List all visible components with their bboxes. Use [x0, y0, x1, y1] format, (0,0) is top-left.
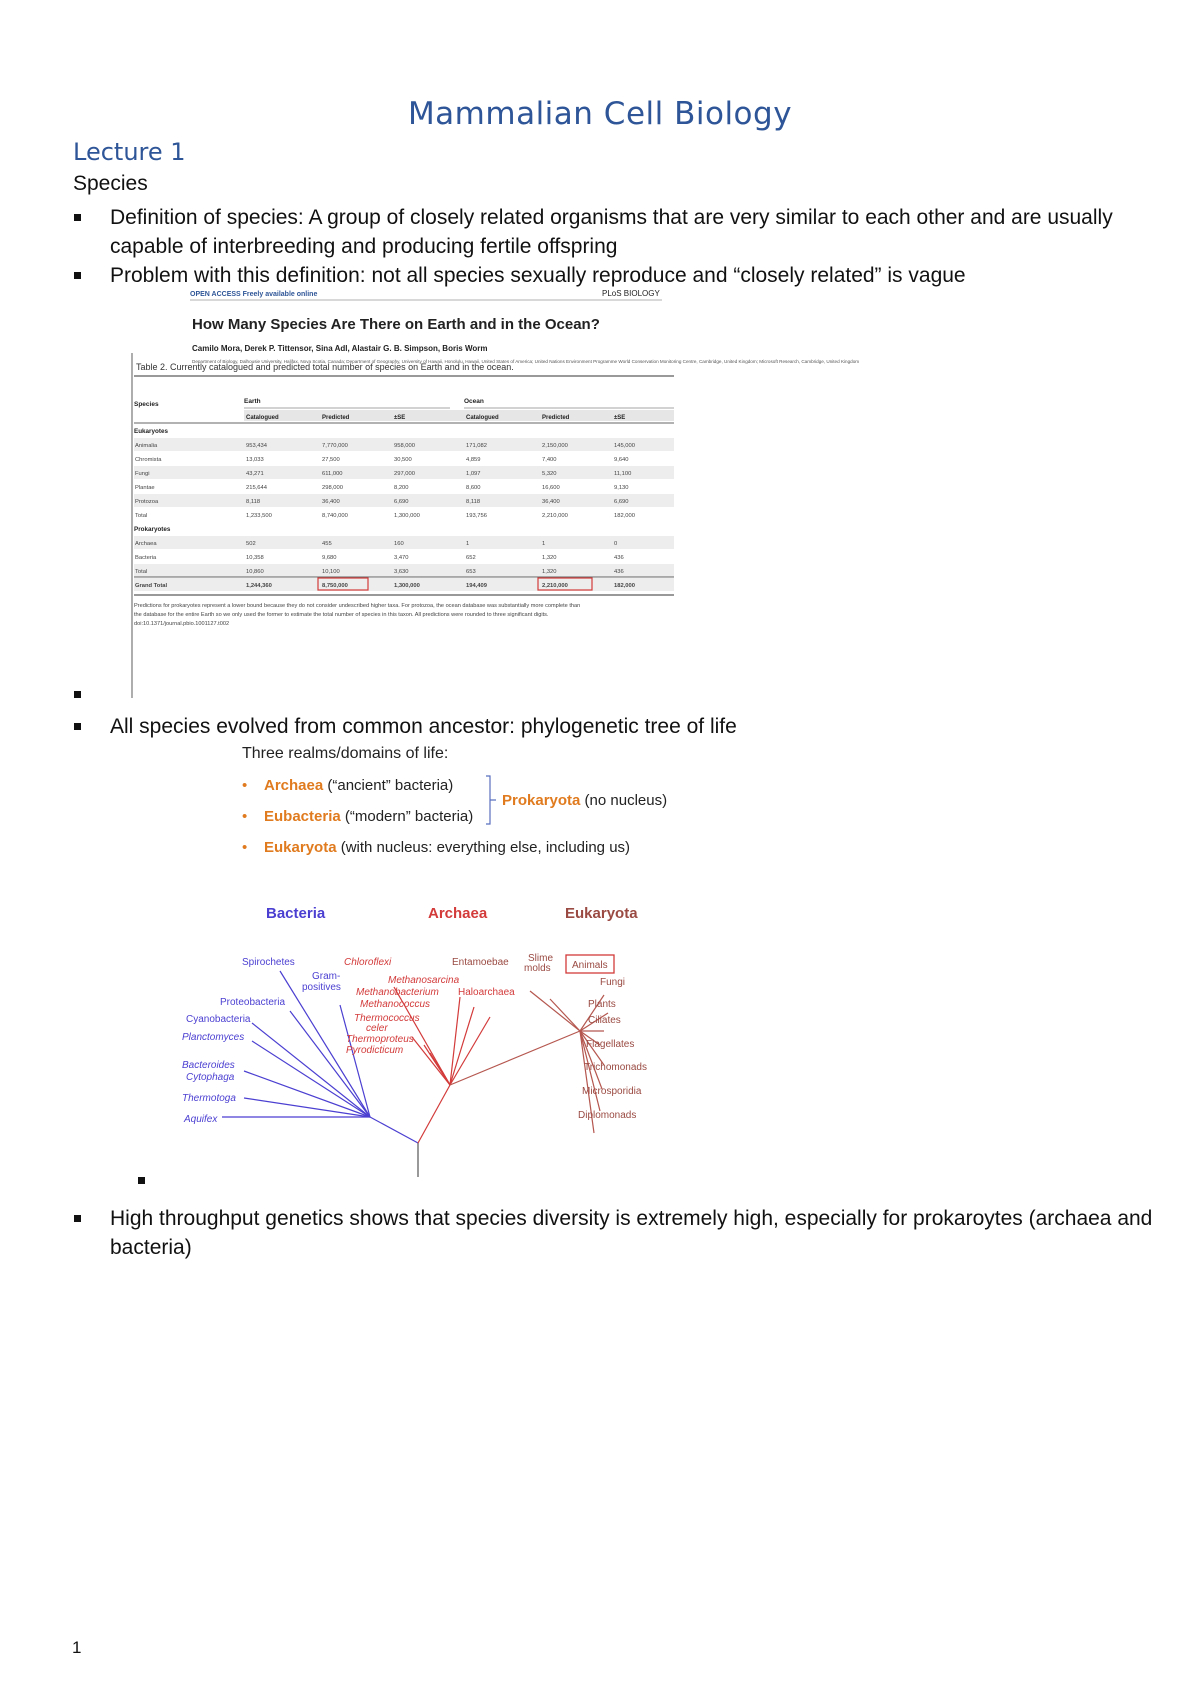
bullet-marker	[74, 1215, 81, 1222]
bullet-marker	[74, 691, 81, 698]
table-cell: 36,400	[542, 499, 560, 505]
table-doi: doi:10.1371/journal.pbio.1001127.t002	[134, 621, 230, 627]
table-cell: 194,409	[466, 583, 487, 589]
table-cell: 8,600	[466, 485, 481, 491]
svg-text:•: •	[242, 777, 248, 794]
domain-eubacteria: Eubacteria (“modern” bacteria)	[264, 808, 474, 825]
brace	[486, 776, 496, 824]
page-number: 1	[72, 1638, 82, 1657]
col-earth: Earth	[244, 398, 261, 405]
table-cell: 455	[322, 541, 332, 547]
label-microsporidia: Microsporidia	[582, 1086, 642, 1097]
label-entamoebae: Entamoebae	[452, 957, 509, 968]
table-cell: 1,320	[542, 569, 557, 575]
bullet-marker	[138, 1177, 145, 1184]
label-planctomyces: Planctomyces	[182, 1032, 245, 1043]
table-cell: 2,210,000	[542, 583, 568, 589]
label-haloarchaea: Haloarchaea	[458, 987, 515, 998]
sub-col-header: Predicted	[542, 415, 570, 421]
bullet-marker	[74, 214, 81, 221]
table-cell: 298,000	[322, 485, 343, 491]
label-positives: positives	[302, 982, 341, 993]
table-cell: 953,434	[246, 443, 267, 449]
table-cell: 182,000	[614, 583, 635, 589]
table-cell: 5,320	[542, 471, 557, 477]
label-animals: Animals	[572, 960, 608, 971]
table-cell: 4,859	[466, 457, 481, 463]
table-cell: 11,100	[614, 471, 632, 477]
table-cell: 1,097	[466, 471, 481, 477]
table-cell: 3,630	[394, 569, 409, 575]
table-cell: 436	[614, 555, 624, 561]
table-row-name: Plantae	[135, 485, 155, 491]
paper-journal: PLoS BIOLOGY	[602, 289, 660, 298]
sub-col-header: Catalogued	[466, 415, 499, 421]
table-cell: 1,244,360	[246, 583, 272, 589]
table-cell: 43,271	[246, 471, 264, 477]
table-cell: 8,740,000	[322, 513, 348, 519]
group-label: Prokaryotes	[134, 526, 171, 533]
paper-authors: Camilo Mora, Derek P. Tittensor, Sina Adl, Alastair G. B. Simpson, Boris Worm	[192, 344, 488, 353]
table-cell: 502	[246, 541, 256, 547]
table-cell: 193,756	[466, 513, 487, 519]
table-row-bg	[134, 536, 674, 549]
table-cell: 182,000	[614, 513, 635, 519]
label-methanosarcina: Methanosarcina	[388, 975, 460, 986]
label-ciliates: Ciliates	[588, 1015, 621, 1026]
svg-text:•: •	[242, 808, 248, 825]
table-row-name: Total	[135, 569, 148, 575]
table-cell: 215,644	[246, 485, 267, 491]
table-caption: Table 2. Currently catalogued and predicted total number of species on Earth and in the ocean.	[136, 362, 514, 372]
label-methanobacterium: Methanobacterium	[356, 987, 439, 998]
table-cell: 0	[614, 541, 618, 547]
table-cell: 611,000	[322, 471, 343, 477]
label-pyrodicticum: Pyrodicticum	[346, 1045, 404, 1056]
group-label: Eukaryotes	[134, 428, 168, 435]
table-cell: 9,640	[614, 457, 629, 463]
bullet-text: All species evolved from common ancestor: phylogenetic tree of life	[110, 715, 737, 738]
label-diplomonads: Diplomonads	[578, 1110, 637, 1121]
table-cell: 1	[466, 541, 470, 547]
label-bacteroides: Bacteroides	[182, 1060, 235, 1071]
label-plants: Plants	[588, 999, 616, 1010]
table-cell: 10,358	[246, 555, 264, 561]
species-table	[134, 376, 674, 627]
table-cell: 3,470	[394, 555, 409, 561]
table-row-name: Bacteria	[135, 555, 157, 561]
table-cell: 10,100	[322, 569, 340, 575]
domains-heading: Three realms/domains of life:	[242, 745, 449, 762]
header-eukaryota: Eukaryota	[565, 905, 638, 922]
label-fungi: Fungi	[600, 977, 626, 988]
table-cell: 6,690	[394, 499, 409, 505]
domain-eukaryota: Eukaryota (with nucleus: everything else, including us)	[264, 839, 631, 856]
lecture-heading: Lecture 1	[73, 138, 186, 166]
table-row-name: Animalia	[135, 443, 158, 449]
table-cell: 6,690	[614, 499, 629, 505]
table-row-name: Grand Total	[135, 583, 168, 589]
table-cell: 9,680	[322, 555, 337, 561]
bullet-text: High throughput genetics shows that species diversity is extremely high, especially for prokaroytes (archaea and bacteria)	[110, 1207, 1153, 1259]
label-thermoproteus: Thermoproteus	[346, 1034, 414, 1045]
table-cell: 7,400	[542, 457, 557, 463]
table-cell: 958,000	[394, 443, 415, 449]
table-cell: 1,300,000	[394, 513, 420, 519]
section-heading: Species	[73, 172, 148, 195]
col-ocean: Ocean	[464, 398, 484, 405]
table-cell: 1,300,000	[394, 583, 420, 589]
label-proteobacteria: Proteobacteria	[220, 997, 286, 1008]
bullet-marker	[74, 723, 81, 730]
svg-text:•: •	[242, 839, 248, 856]
label-cyanobacteria: Cyanobacteria	[186, 1014, 251, 1025]
table-cell: 36,400	[322, 499, 340, 505]
table-cell: 30,500	[394, 457, 412, 463]
table-cell: 10,860	[246, 569, 264, 575]
table-footnote: Predictions for prokaryotes represent a lower bound because they do not consider undescribed higher taxa. For protozoa, the ocean database was substantially more complete than	[134, 603, 581, 609]
label-flagellates: Flagellates	[586, 1039, 635, 1050]
table-cell: 2,150,000	[542, 443, 568, 449]
table-cell: 1	[542, 541, 546, 547]
sub-col-header: Predicted	[322, 415, 350, 421]
label-slime: Slime	[528, 953, 554, 964]
label-cytophaga: Cytophaga	[186, 1072, 235, 1083]
table-footnote: the database for the entire Earth so we only used the former to estimate the total number of species in this taxon. All predictions were rounded to three significant digits.	[134, 612, 549, 618]
header-archaea: Archaea	[428, 905, 488, 922]
table-cell: 8,200	[394, 485, 409, 491]
bullet-text: Definition of species: A group of closely related organisms that are very similar to each other and are usually capable of interbreeding and producing fertile offspring	[110, 206, 1113, 258]
table-cell: 8,750,000	[322, 583, 348, 589]
table-row-name: Archaea	[135, 541, 157, 547]
label-thermococcus: Thermococcus	[354, 1013, 420, 1024]
table-cell: 652	[466, 555, 476, 561]
header-bacteria: Bacteria	[266, 905, 326, 922]
paper-table-figure	[134, 283, 860, 698]
table-cell: 16,600	[542, 485, 560, 491]
table-cell: 653	[466, 569, 476, 575]
sub-col-header: ±SE	[614, 415, 626, 421]
sub-col-header: Catalogued	[246, 415, 279, 421]
label-gram: Gram-	[312, 971, 341, 982]
table-cell: 436	[614, 569, 624, 575]
phylogenetic-tree	[182, 895, 730, 1185]
table-cell: 297,000	[394, 471, 415, 477]
bullet-marker	[74, 272, 81, 279]
table-cell: 171,082	[466, 443, 487, 449]
table-cell: 145,000	[614, 443, 635, 449]
label-celer: celer	[366, 1023, 388, 1034]
table-cell: 8,118	[246, 499, 261, 505]
paper-affiliations: Department of Biology, Dalhousie University, Halifax, Nova Scotia, Canada; Department of Geography, University of Hawaii, Honolulu, Hawaii, United States of America; United Nations Environment Programme World Conservation Monitoring Centre, Cambridge, United Kingdom; Microsoft Research, Cambridge, United Kingdom	[192, 359, 860, 364]
table-cell: 2,210,000	[542, 513, 568, 519]
col-species: Species	[134, 401, 159, 408]
prokaryota-label: Prokaryota (no nucleus)	[502, 792, 668, 809]
label-molds: molds	[524, 963, 551, 974]
paper-title: How Many Species Are There on Earth and in the Ocean?	[192, 316, 600, 333]
table-cell: 160	[394, 541, 404, 547]
table-cell: 13,033	[246, 457, 264, 463]
label-trichomonads: Trichomonads	[584, 1062, 647, 1073]
table-row-name: Fungi	[135, 471, 150, 477]
domain-archaea: Archaea (“ancient” bacteria)	[264, 777, 454, 794]
label-methanococcus: Methanococcus	[360, 999, 431, 1010]
domains-list	[236, 742, 696, 857]
table-cell: 9,130	[614, 485, 629, 491]
page-title: Mammalian Cell Biology	[407, 96, 793, 132]
table-row-name: Total	[135, 513, 148, 519]
table-row-name: Chromista	[135, 457, 162, 463]
table-row-name: Protozoa	[135, 499, 159, 505]
table-cell: 8,118	[466, 499, 481, 505]
label-aquifex: Aquifex	[184, 1114, 218, 1125]
header-row-bg	[244, 410, 674, 421]
bullet-text: Problem with this definition: not all species sexually reproduce and “closely related” is vague	[110, 264, 966, 287]
table-cell: 7,770,000	[322, 443, 348, 449]
table-cell: 1,233,500	[246, 513, 272, 519]
label-thermotoga: Thermotoga	[182, 1093, 236, 1104]
table-cell: 27,500	[322, 457, 340, 463]
sub-col-header: ±SE	[394, 415, 406, 421]
paper-badge: OPEN ACCESS Freely available online	[190, 291, 318, 298]
label-spirochetes: Spirochetes	[242, 957, 295, 968]
table-cell: 1,320	[542, 555, 557, 561]
label-chloroflexi: Chloroflexi	[344, 957, 392, 968]
